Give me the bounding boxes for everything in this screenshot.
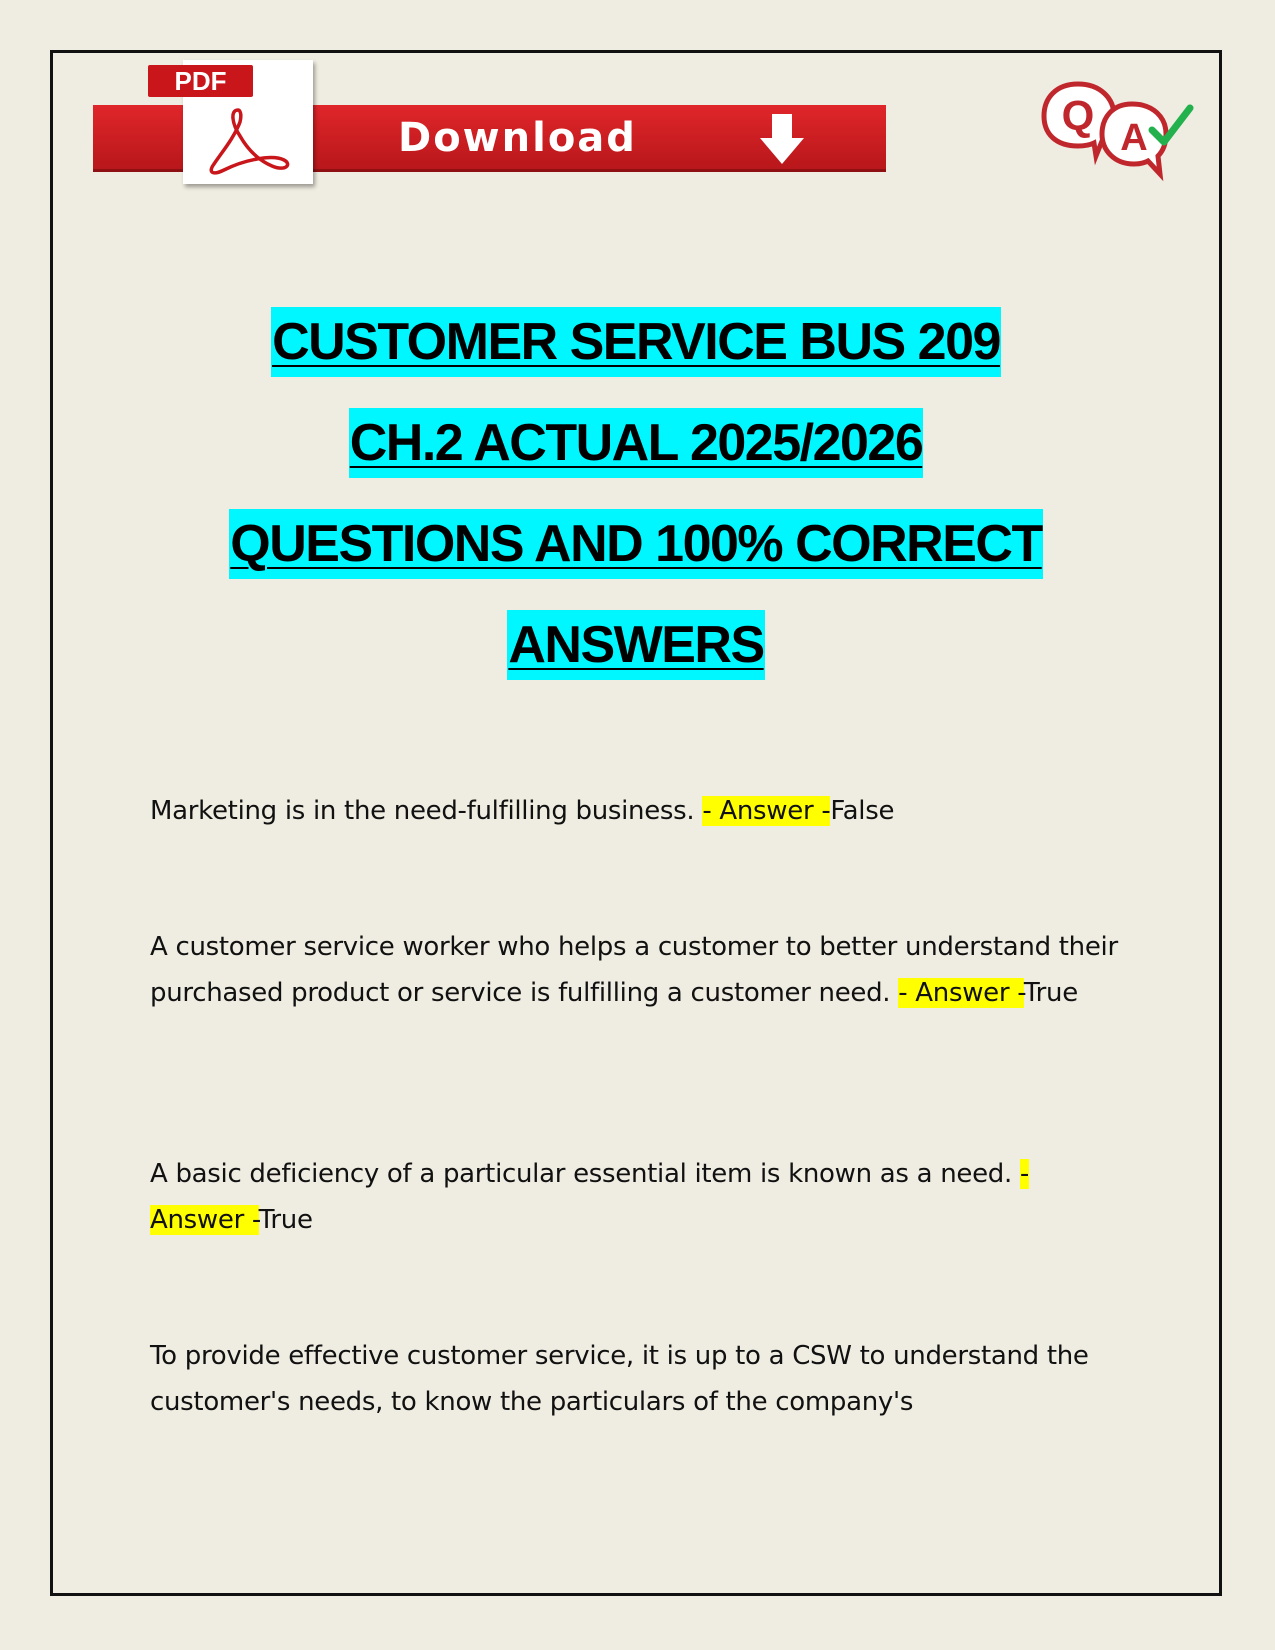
answer-text: True <box>1023 978 1078 1008</box>
q-letter: Q <box>1061 92 1095 139</box>
answer-text: True <box>258 1205 313 1235</box>
qa-check-logo <box>1040 78 1210 183</box>
download-label: Download <box>398 115 637 161</box>
question-text: To provide effective customer service, it is up to a CSW to understand the customer's needs, to know the particulars of the company's <box>150 1341 1089 1417</box>
a-letter: A <box>1120 117 1148 159</box>
title-line: QUESTIONS AND 100% CORRECT <box>50 506 1222 607</box>
question-text: A customer service worker who helps a customer to better understand their purchased product or service is fulfilling a customer need. <box>150 932 1118 1008</box>
answer-marker: - Answer - <box>898 978 1024 1008</box>
answer-text: False <box>830 796 895 826</box>
pdf-download-banner[interactable] <box>93 60 886 185</box>
download-arrow-icon <box>758 112 806 168</box>
acrobat-swirl-icon <box>200 102 300 180</box>
title-line: CUSTOMER SERVICE BUS 209 <box>50 304 1222 405</box>
question-text: Marketing is in the need-fulfilling business. <box>150 796 703 826</box>
qa-entry <box>150 788 1130 834</box>
pdf-file-icon <box>148 60 316 185</box>
question-text: A basic deficiency of a particular essential item is known as a need. <box>150 1159 1020 1189</box>
qa-entry <box>150 924 1130 1016</box>
document-title <box>50 304 1222 708</box>
title-line: ANSWERS <box>50 607 1222 708</box>
answer-marker: - Answer - <box>150 1159 1030 1235</box>
qa-entry <box>150 1333 1130 1425</box>
title-line: CH.2 ACTUAL 2025/2026 <box>50 405 1222 506</box>
answer-marker: - Answer - <box>702 796 831 826</box>
pdf-tag-label: PDF <box>148 65 253 97</box>
qa-entry <box>150 1151 1130 1243</box>
